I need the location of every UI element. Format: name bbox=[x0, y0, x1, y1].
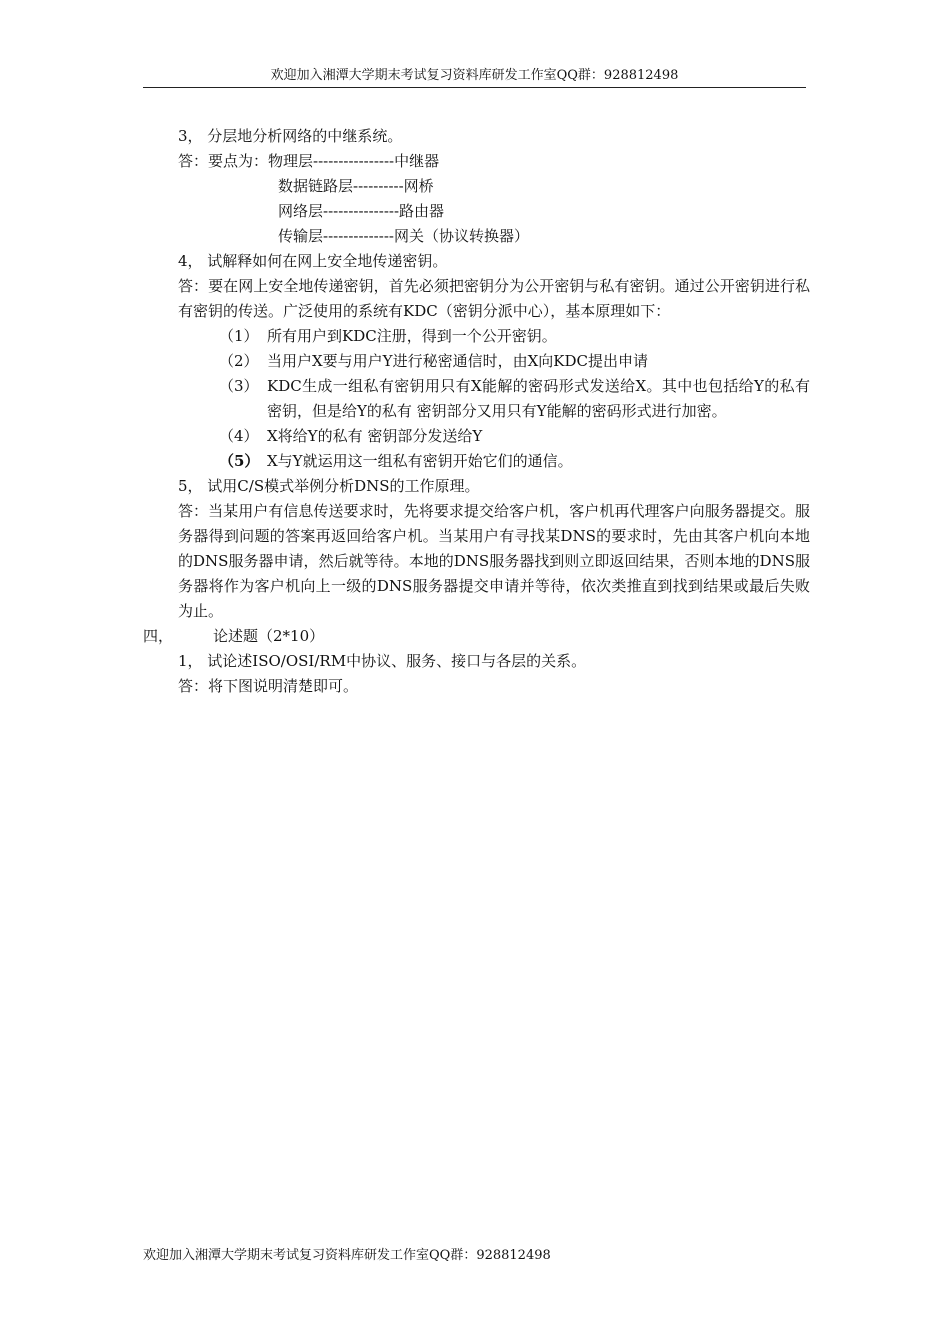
answer-4-step bbox=[143, 449, 810, 474]
section-4-question-1: 1， 试论述ISO/OSI/RM中协议、服务、接口与各层的关系。 bbox=[178, 652, 587, 670]
page-header: 欢迎加入湘潭大学期末考试复习资料库研发工作室QQ群：928812498 bbox=[270, 68, 679, 83]
answer-3-layer: 传输层--------------网关（协议转换器） bbox=[278, 227, 529, 245]
answer-4-step bbox=[143, 424, 810, 449]
step-text: X与Y就运用这一组私有密钥开始它们的通信。 bbox=[267, 452, 573, 470]
step-number: （5） bbox=[219, 452, 260, 470]
page-footer: 欢迎加入湘潭大学期末考试复习资料库研发工作室QQ群：928812498 bbox=[143, 1248, 551, 1263]
section-4-heading bbox=[143, 624, 810, 649]
step-text: X将给Y的私有 密钥部分发送给Y bbox=[267, 427, 483, 445]
step-text: 所有用户到KDC注册，得到一个公开密钥。 bbox=[267, 327, 557, 345]
answer-5: 答：当某用户有信息传送要求时，先将要求提交给客户机，客户机再代理客户向服务器提交。服务器得到问题的答案再返回给客户机。当某用户有寻找某DNS的要求时，先由其客户机向本地的DNS服务器申请，然后就等待。本地的DNS服务器找到则立即返回结果，否则本地的DNS服务器将作为客户机向上一级的DNS服务器提交申请并等待，依次类推直到找到结果或最后失败为止。 bbox=[178, 502, 810, 620]
answer-3-layer: 数据链路层----------网桥 bbox=[278, 177, 434, 195]
answer-3-intro: 答：要点为：物理层----------------中继器 bbox=[178, 152, 440, 170]
section-number: 四， bbox=[143, 627, 174, 645]
step-text: KDC生成一组私有密钥用只有X能解的密码形式发送给X。其中也包括给Y的私有 密钥，但是给Y的私有 密钥部分又用只有Y能解的密码形式进行加密。 bbox=[267, 377, 810, 420]
step-number: （4） bbox=[219, 427, 259, 445]
header-divider bbox=[143, 87, 806, 88]
answer-4: 答：要在网上安全地传递密钥，首先必须把密钥分为公开密钥与私有密钥。通过公开密钥进行私有密钥的传送。广泛使用的系统有KDC（密钥分派中心），基本原理如下： bbox=[178, 277, 810, 320]
step-number: （3） bbox=[219, 377, 259, 395]
section-4-answer-1: 答：将下图说明清楚即可。 bbox=[178, 677, 359, 695]
answer-4-step bbox=[143, 349, 810, 374]
question-4: 4， 试解释如何在网上安全地传递密钥。 bbox=[178, 252, 448, 270]
answer-4-step bbox=[143, 324, 810, 349]
answer-3-layer: 网络层---------------路由器 bbox=[278, 202, 445, 220]
answer-4-step bbox=[143, 374, 810, 424]
section-title: 论述题（2*10） bbox=[213, 627, 325, 645]
step-number: （2） bbox=[219, 352, 259, 370]
question-3: 3， 分层地分析网络的中继系统。 bbox=[178, 127, 403, 145]
page-content bbox=[143, 124, 810, 699]
step-number: （1） bbox=[219, 327, 259, 345]
question-5: 5， 试用C/S模式举例分析DNS的工作原理。 bbox=[178, 477, 480, 495]
step-text: 当用户X要与用户Y进行秘密通信时，由X向KDC提出申请 bbox=[267, 352, 648, 370]
